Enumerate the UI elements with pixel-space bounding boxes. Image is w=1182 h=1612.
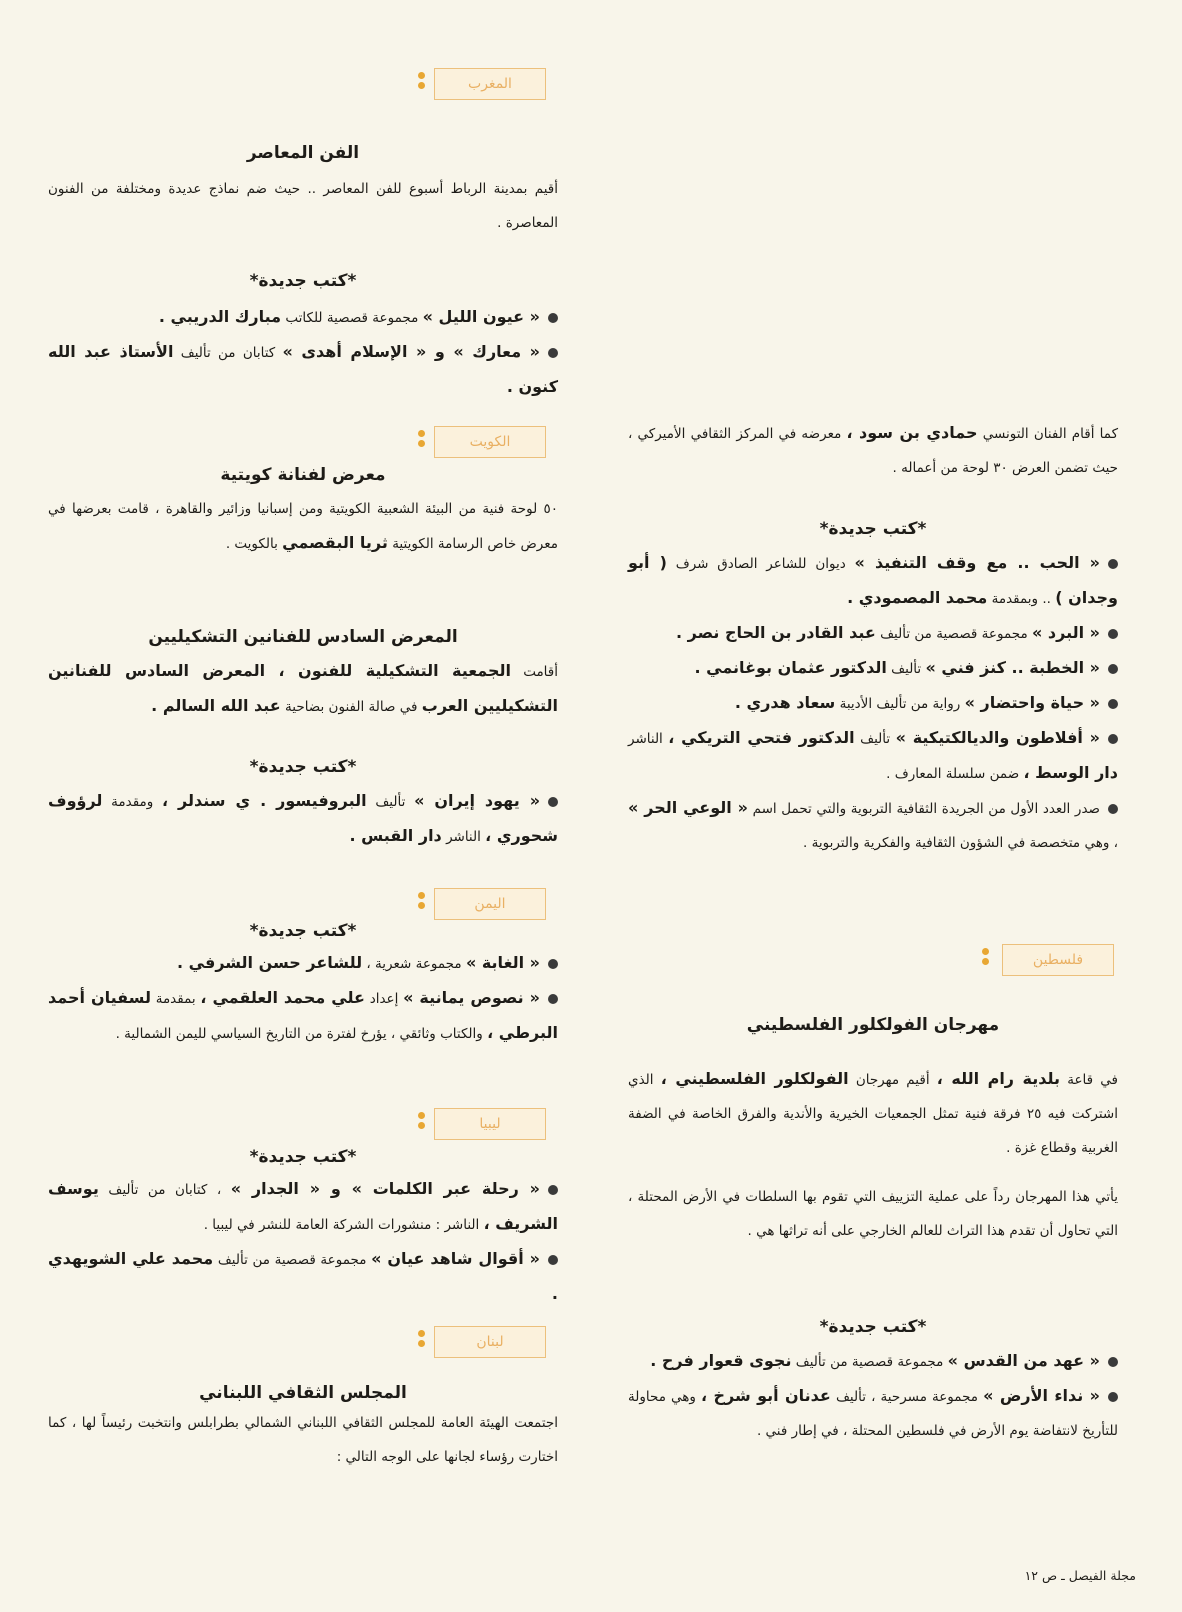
book-entry: « أفلاطون والديالكتيكية » تأليف الدكتور فتحي التريكي ، الناشر دار الوسط ، ضمن سلسلة المعارف . — [628, 728, 1118, 782]
country-label: ليبيا — [434, 1108, 546, 1140]
book-entry: « حياة واحتضار » رواية من تأليف الأديبة سعاد هدري . — [628, 686, 1118, 721]
book-entry: صدر العدد الأول من الجريدة الثقافية التربوية والتي تحمل اسم « الوعي الحر » ، وهي متخصصة في الشؤون الثقافية والفكرية والتربوية . — [628, 798, 1118, 851]
bullet-icon — [1108, 559, 1118, 569]
dots-icon — [416, 71, 426, 95]
bullet-icon — [548, 994, 558, 1004]
kuwait-books — [48, 754, 558, 854]
dots-icon — [416, 1111, 426, 1135]
dots-icon — [416, 1329, 426, 1353]
book-entry: « الحب .. مع وقف التنفيذ » ديوان للشاعر الصادق شرف ( أبو وجدان ) .. وبمقدمة محمد المصمودي . — [628, 553, 1118, 607]
books-heading: *كتب جديدة* — [249, 757, 357, 777]
books-heading: *كتب جديدة* — [249, 921, 357, 941]
yemen-books — [48, 918, 558, 1051]
libya-books — [48, 1144, 558, 1312]
section-label-libya — [408, 1106, 548, 1144]
bullet-icon — [548, 1255, 558, 1265]
palestine-body-1 — [628, 1062, 1118, 1165]
section-heading: المعرض السادس للفنانين التشكيليين — [148, 627, 458, 647]
country-label: المغرب — [434, 68, 546, 100]
bullet-icon — [1108, 629, 1118, 639]
section-heading: مهرجان الفولكلور الفلسطيني — [746, 1015, 1000, 1035]
bullet-icon — [548, 959, 558, 969]
section-heading: معرض لفنانة كويتية — [220, 465, 386, 485]
book-entry: « أقوال شاهد عيان » مجموعة قصصية من تأليف محمد علي الشويهدي . — [48, 1249, 558, 1303]
section-label-lebanon — [408, 1324, 548, 1362]
bullet-icon — [1108, 734, 1118, 744]
country-label: الكويت — [434, 426, 546, 458]
tunisia-books — [628, 516, 1118, 860]
book-entry: « الخطبة .. كنز فني » تأليف الدكتور عثمان بوغانمي . — [628, 651, 1118, 686]
country-label: فلسطين — [1002, 944, 1114, 976]
kuwait-section-1 — [48, 462, 558, 561]
dots-icon — [416, 891, 426, 915]
palestine-books — [628, 1314, 1118, 1448]
section-label-palestine — [972, 942, 1112, 980]
kuwait-section-2 — [48, 624, 558, 724]
books-heading: *كتب جديدة* — [819, 1317, 927, 1337]
book-entry: « عهد من القدس » مجموعة قصصية من تأليف نجوى قعوار فرح . — [628, 1344, 1118, 1379]
bullet-icon — [548, 313, 558, 323]
section-body: أقامت الجمعية التشكيلية للفنون ، المعرض السادس للفنانين التشكيليين العرب في صالة الفنون بضاحية عبد الله السالم . — [48, 661, 558, 715]
section-body: اجتمعت الهيئة العامة للمجلس الثقافي اللبناني الشمالي بطرابلس وانتخبت رئيساً لها ، كما اختارت رؤساء لجانها على الوجه التالي : — [48, 1415, 558, 1465]
section-label-kuwait — [408, 424, 548, 462]
book-entry: « البرد » مجموعة قصصية من تأليف عبد القادر بن الحاج نصر . — [628, 616, 1118, 651]
book-entry: « عيون الليل » مجموعة قصصية للكاتب مبارك الدريبي . — [48, 300, 558, 335]
books-heading: *كتب جديدة* — [819, 519, 927, 539]
books-heading: *كتب جديدة* — [249, 271, 357, 291]
palestine-section — [628, 1012, 1118, 1038]
book-entry: « يهود إيران » تأليف البروفيسور . ي سندلر ، ومقدمة لرؤوف شحوري ، الناشر دار القبس . — [48, 791, 558, 845]
book-entry: « رحلة عبر الكلمات » و « الجدار » ، كتابان من تأليف يوسف الشريف ، الناشر : منشورات الشركة العامة للنشر في ليبيا . — [48, 1179, 558, 1233]
morocco-books — [48, 268, 558, 405]
section-body: أقيم بمدينة الرباط أسبوع للفن المعاصر .. حيث ضم نماذج عديدة ومختلفة من الفنون المعاصرة . — [48, 181, 558, 231]
palestine-body-2 — [628, 1180, 1118, 1248]
book-entry: « نداء الأرض » مجموعة مسرحية ، تأليف عدنان أبو شرخ ، وهي محاولة للتأريخ لانتفاضة يوم الأرض في فلسطين المحتلة ، في إطار فني . — [628, 1386, 1118, 1439]
page-footer: مجلة الفيصل ـ ص ١٢ — [1024, 1568, 1136, 1583]
section-body: يأتي هذا المهرجان رداً على عملية التزييف التي تقوم بها السلطات في الأرض المحتلة ، التي تحاول أن تقدم هذا التراث للعالم الخارجي على أنه تراثها هي . — [628, 1189, 1118, 1239]
section-body: ٥٠ لوحة فنية من البيئة الشعبية الكويتية ومن إسبانيا وزائير والقاهرة ، قامت بعرضها في معرض خاص الرسامة الكويتية ثريا البقصمي بالكويت . — [48, 501, 558, 552]
book-entry: « معارك » و « الإسلام أهدى » كتابان من تأليف الأستاذ عبد الله كنون . — [48, 342, 558, 396]
section-label-morocco — [408, 66, 548, 104]
morocco-section — [48, 140, 558, 240]
lebanon-section — [48, 1380, 558, 1474]
bullet-icon — [548, 797, 558, 807]
section-body: كما أقام الفنان التونسي حمادي بن سود ، معرضه في المركز الثقافي الأميركي ، حيث تضمن العرض ٣٠ لوحة من أعماله . — [628, 423, 1119, 476]
section-body: في قاعة بلدية رام الله ، أقيم مهرجان الفولكلور الفلسطيني ، الذي اشتركت فيه ٢٥ فرقة فنية تمثل الجمعيات الخيرية والأندية والفرق الخاصة في الضفة الغربية وقطاع غزة . — [628, 1069, 1118, 1156]
bullet-icon — [1108, 1357, 1118, 1367]
dots-icon — [416, 429, 426, 453]
section-heading: المجلس الثقافي اللبناني — [199, 1383, 407, 1403]
dots-icon — [980, 947, 990, 971]
bullet-icon — [548, 1185, 558, 1195]
bullet-icon — [1108, 804, 1118, 814]
bullet-icon — [548, 348, 558, 358]
bullet-icon — [1108, 699, 1118, 709]
bullet-icon — [1108, 1392, 1118, 1402]
tunisia-section — [628, 416, 1118, 485]
country-label: اليمن — [434, 888, 546, 920]
section-heading: الفن المعاصر — [246, 143, 360, 163]
bullet-icon — [1108, 664, 1118, 674]
book-entry: « الغابة » مجموعة شعرية ، للشاعر حسن الشرفي . — [48, 946, 558, 981]
books-heading: *كتب جديدة* — [249, 1147, 357, 1167]
country-label: لبنان — [434, 1326, 546, 1358]
book-entry: « نصوص يمانية » إعداد علي محمد العلقمي ، بمقدمة لسفيان أحمد البرطي ، والكتاب وثائقي ، يؤرخ لفترة من التاريخ السياسي لليمن الشمالية . — [48, 988, 558, 1042]
